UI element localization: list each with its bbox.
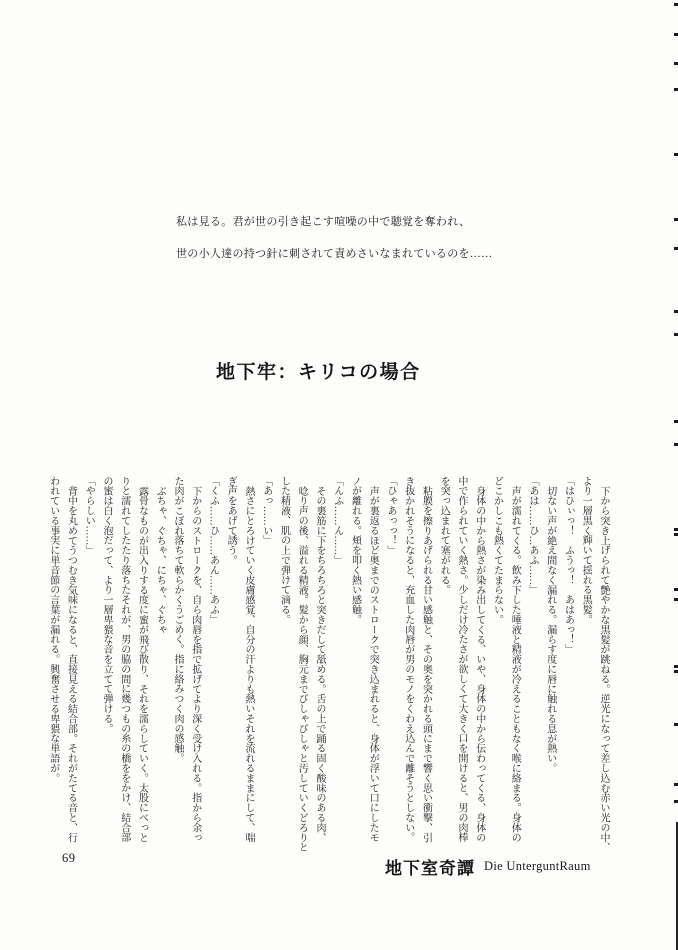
scan-artifact-dash <box>674 783 678 786</box>
novel-column: 「ひゃあっっ！」 <box>385 476 396 556</box>
novel-column: 身体の中から熱さが染み出してくる、いや、身体の中から伝わってくる、身体の <box>473 486 485 843</box>
novel-column: た肉がこぼれ落ちて軟らかくうごめく。指に絡みつく肉の感触。 <box>172 476 183 764</box>
epigraph-line-2: 世の小人達の持つ針に刺されて責めさいなまれているのを…… <box>176 248 493 260</box>
scan-artifact-dash <box>674 333 678 336</box>
scan-artifact-dash <box>674 420 678 423</box>
scan-artifact-dash <box>674 528 678 531</box>
novel-column: ぶちゃ、ぐちゃ、にちゃ、ぐちゃ <box>154 486 166 635</box>
scan-artifact-dash <box>674 598 678 601</box>
chapter-title: 地下牢：キリコの場合 <box>216 362 421 383</box>
epigraph-line-1: 私は見る。君が世の引き起こす喧噪の中で聴覚を奪われ、 <box>176 216 471 228</box>
novel-column: した精液、肌の上で弾けて滴る。 <box>278 476 290 625</box>
novel-column: 下からのストロークを、自ら肉唇を指で拡げてより深く受け入れる。指から余っ <box>189 486 201 843</box>
scan-artifact-dash <box>674 588 678 591</box>
page-number: 69 <box>62 851 76 865</box>
novel-column: 声が濡れてくる。飲み下した唾液と精液が冷えることもなく喉に絡まる。身体の <box>509 486 521 843</box>
scan-artifact-dash <box>674 3 678 6</box>
novel-column: 唸り声の後、溢れる精液。髪から顔、胸元までびしゃびしゃと汚していくどろりと <box>296 486 308 853</box>
novel-column: われている事実に単音節の言葉が漏れる。興奮させる卑猥な単語が。 <box>47 476 59 783</box>
novel-column: 露骨なものが出入りする度に蜜が飛び散り、それを濡らしていく。太股にべっと <box>136 486 148 843</box>
scan-artifact-dash <box>674 88 678 91</box>
novel-column: 「くふ……ひ……あん……あふ」 <box>207 476 219 625</box>
scan-artifact-dash <box>674 153 678 156</box>
novel-column: 「あっ……い」 <box>260 476 272 546</box>
footer-book-title: 地下室奇譚 <box>385 859 475 878</box>
novel-column: ノが離れる。頬を叩く熱い感触。 <box>349 476 361 625</box>
novel-column: 粘膜を擦りあげられる甘い感触と、その奥を突かれる頭にまで響く思い衝撃、引 <box>420 486 432 843</box>
novel-column: 熱さにとろけていく皮膚感覚、自分の汗よりも熱いそれを流れるままにして、喘 <box>243 486 254 843</box>
novel-column: 下から突き上げられて艶やかな黒髪が跳ねる。逆光になって差し込む赤い光の中、 <box>598 486 609 853</box>
novel-text-block <box>44 476 612 853</box>
scan-artifact-dash <box>674 723 678 726</box>
novel-column: その裏筋に下をちろちろと突きだして舐める。舌の上で踊る固く酸味のある肉、 <box>314 486 325 843</box>
novel-column: 「やらしい……」 <box>83 476 95 556</box>
novel-column: りと濡れてしたたり落ちたそれが、男の脇の間に幾つもの糸の橋ををかけ、結合部 <box>118 476 130 843</box>
novel-column: どこかしこも熱くてたまらない。 <box>491 476 503 625</box>
novel-column: 「はひぃっ！ ふうっ！ あはあっ！」 <box>562 476 574 655</box>
novel-column: より一層黒く輝いて揺れる黒髪。 <box>580 476 592 625</box>
novel-column: 切ない声が絶え間なく漏れる。漏らす度に唇に触れる息が熱い。 <box>544 486 556 774</box>
novel-column: を突っ込まれて塞がれる。 <box>438 476 450 595</box>
novel-column: 「んふ……ん……」 <box>331 476 343 566</box>
scan-artifact-dash <box>674 670 678 673</box>
novel-column: 背中を丸めてうつむき気味になると、直接見える結合部。それがたてる音と、行 <box>65 486 77 843</box>
scan-artifact-dash <box>674 665 678 668</box>
novel-column: ぎ声をあげて誘う。 <box>225 476 237 566</box>
novel-column: 「あは……ひ…あふ……」 <box>527 476 538 595</box>
scan-artifact-dash <box>674 310 678 313</box>
scan-artifact-dash <box>674 62 678 65</box>
scan-artifact-dash <box>674 33 678 36</box>
footer-book-subtitle: Die UnterguntRaum <box>484 859 591 873</box>
scan-artifact-dash <box>674 218 678 221</box>
novel-column: 声が裏返るほど奥までのストロークで突き込まれると、身体が浮いて口にしたモ <box>367 486 379 843</box>
scan-artifact-dash <box>674 800 678 803</box>
novel-column: き抜かれそうになると、充血した肉唇が男のモノをくわえ込んで離そうとしない。 <box>402 476 414 843</box>
novel-column: の蜜は白く泡だって、より一層卑猥な音を立てて弾ける。 <box>101 476 112 734</box>
scan-artifact-dash <box>674 533 678 536</box>
scan-artifact-dash <box>674 247 678 250</box>
novel-column: 中で作られていく熱さ。少しだけ冷たさが欲しくて大きく口を開けると、男の肉棒 <box>456 476 467 843</box>
scan-artifact-dash <box>674 443 678 446</box>
